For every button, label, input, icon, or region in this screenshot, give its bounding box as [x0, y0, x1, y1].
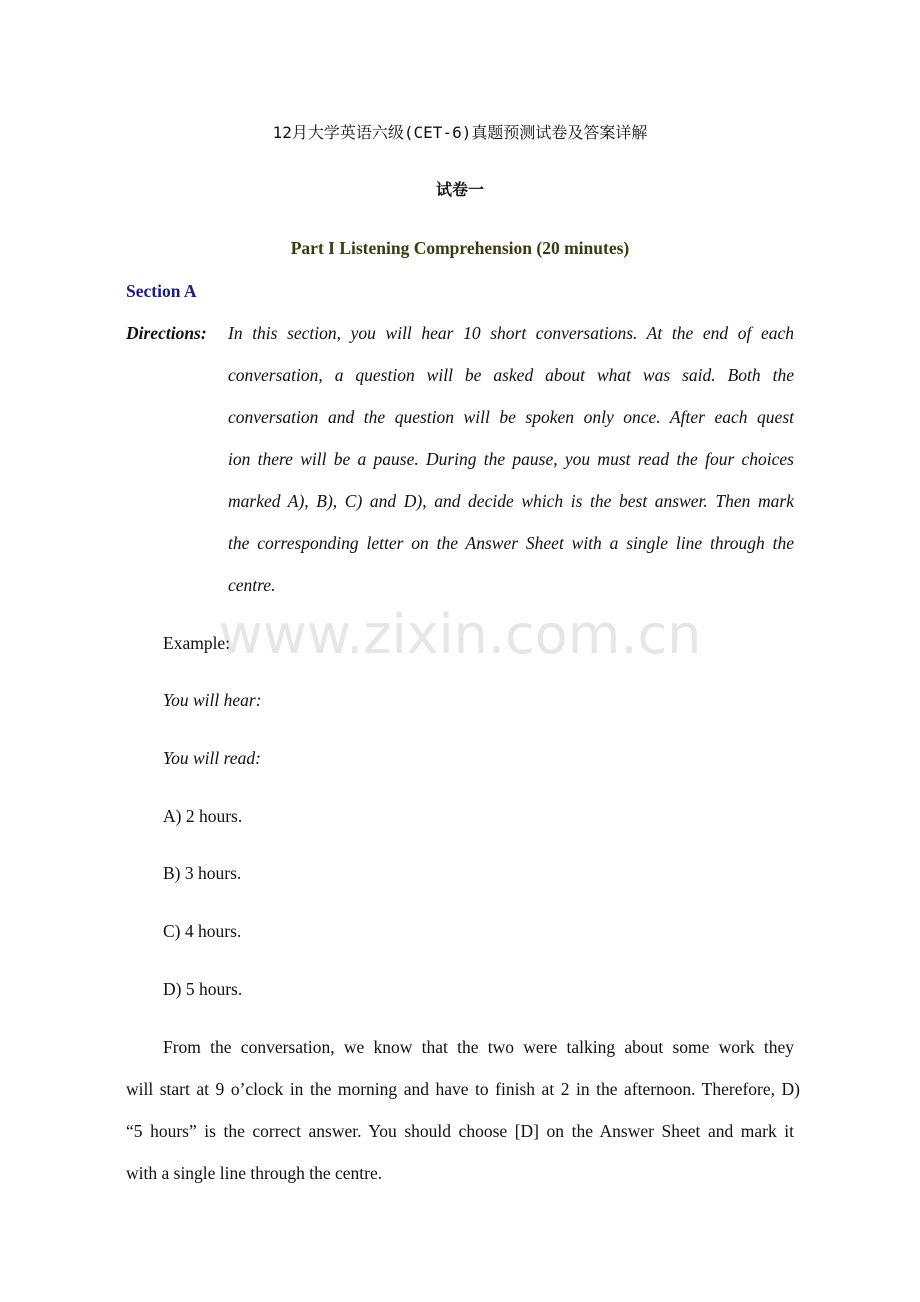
explanation-line: with a single line through the centre. — [126, 1163, 383, 1183]
choice-d: D) 5 hours. — [163, 979, 243, 999]
part-heading: Part I Listening Comprehension (20 minutes) — [290, 238, 630, 258]
you-will-read-label: You will read: — [163, 748, 261, 768]
watermark: www.zixin.com.cn — [218, 603, 702, 666]
directions-line: centre. — [228, 575, 276, 595]
example-label: Example: — [163, 633, 231, 653]
directions-line: conversation and the question will be spoken only once. After each quest — [228, 407, 794, 427]
section-heading: Section A — [126, 281, 197, 301]
explanation-line: “5 hours” is the correct answer. You should choose [D] on the Answer Sheet and mark it — [126, 1121, 794, 1141]
explanation-line: From the conversation, we know that the two were talking about some work they — [163, 1037, 794, 1057]
directions-line: conversation, a question will be asked about what was said. Both the — [228, 365, 794, 385]
document-subtitle: 试卷一 — [435, 180, 484, 199]
choice-b: B) 3 hours. — [163, 863, 242, 883]
choice-a: A) 2 hours. — [163, 806, 243, 826]
directions-line: ion there will be a pause. During the pause, you must read the four choices — [228, 449, 794, 469]
you-will-hear-label: You will hear: — [163, 690, 262, 710]
directions-label: Directions: — [126, 323, 207, 343]
directions-line: the corresponding letter on the Answer Sheet with a single line through the — [228, 533, 794, 553]
document-title: 12月大学英语六级(CET-6)真题预测试卷及答案详解 — [272, 123, 648, 142]
explanation-line: will start at 9 o’clock in the morning and have to finish at 2 in the afternoon. Therefore, D) — [126, 1079, 800, 1099]
choice-c: C) 4 hours. — [163, 921, 242, 941]
directions-line: In this section, you will hear 10 short conversations. At the end of each — [228, 323, 794, 343]
directions-line: marked A), B), C) and D), and decide which is the best answer. Then mark — [228, 491, 794, 511]
